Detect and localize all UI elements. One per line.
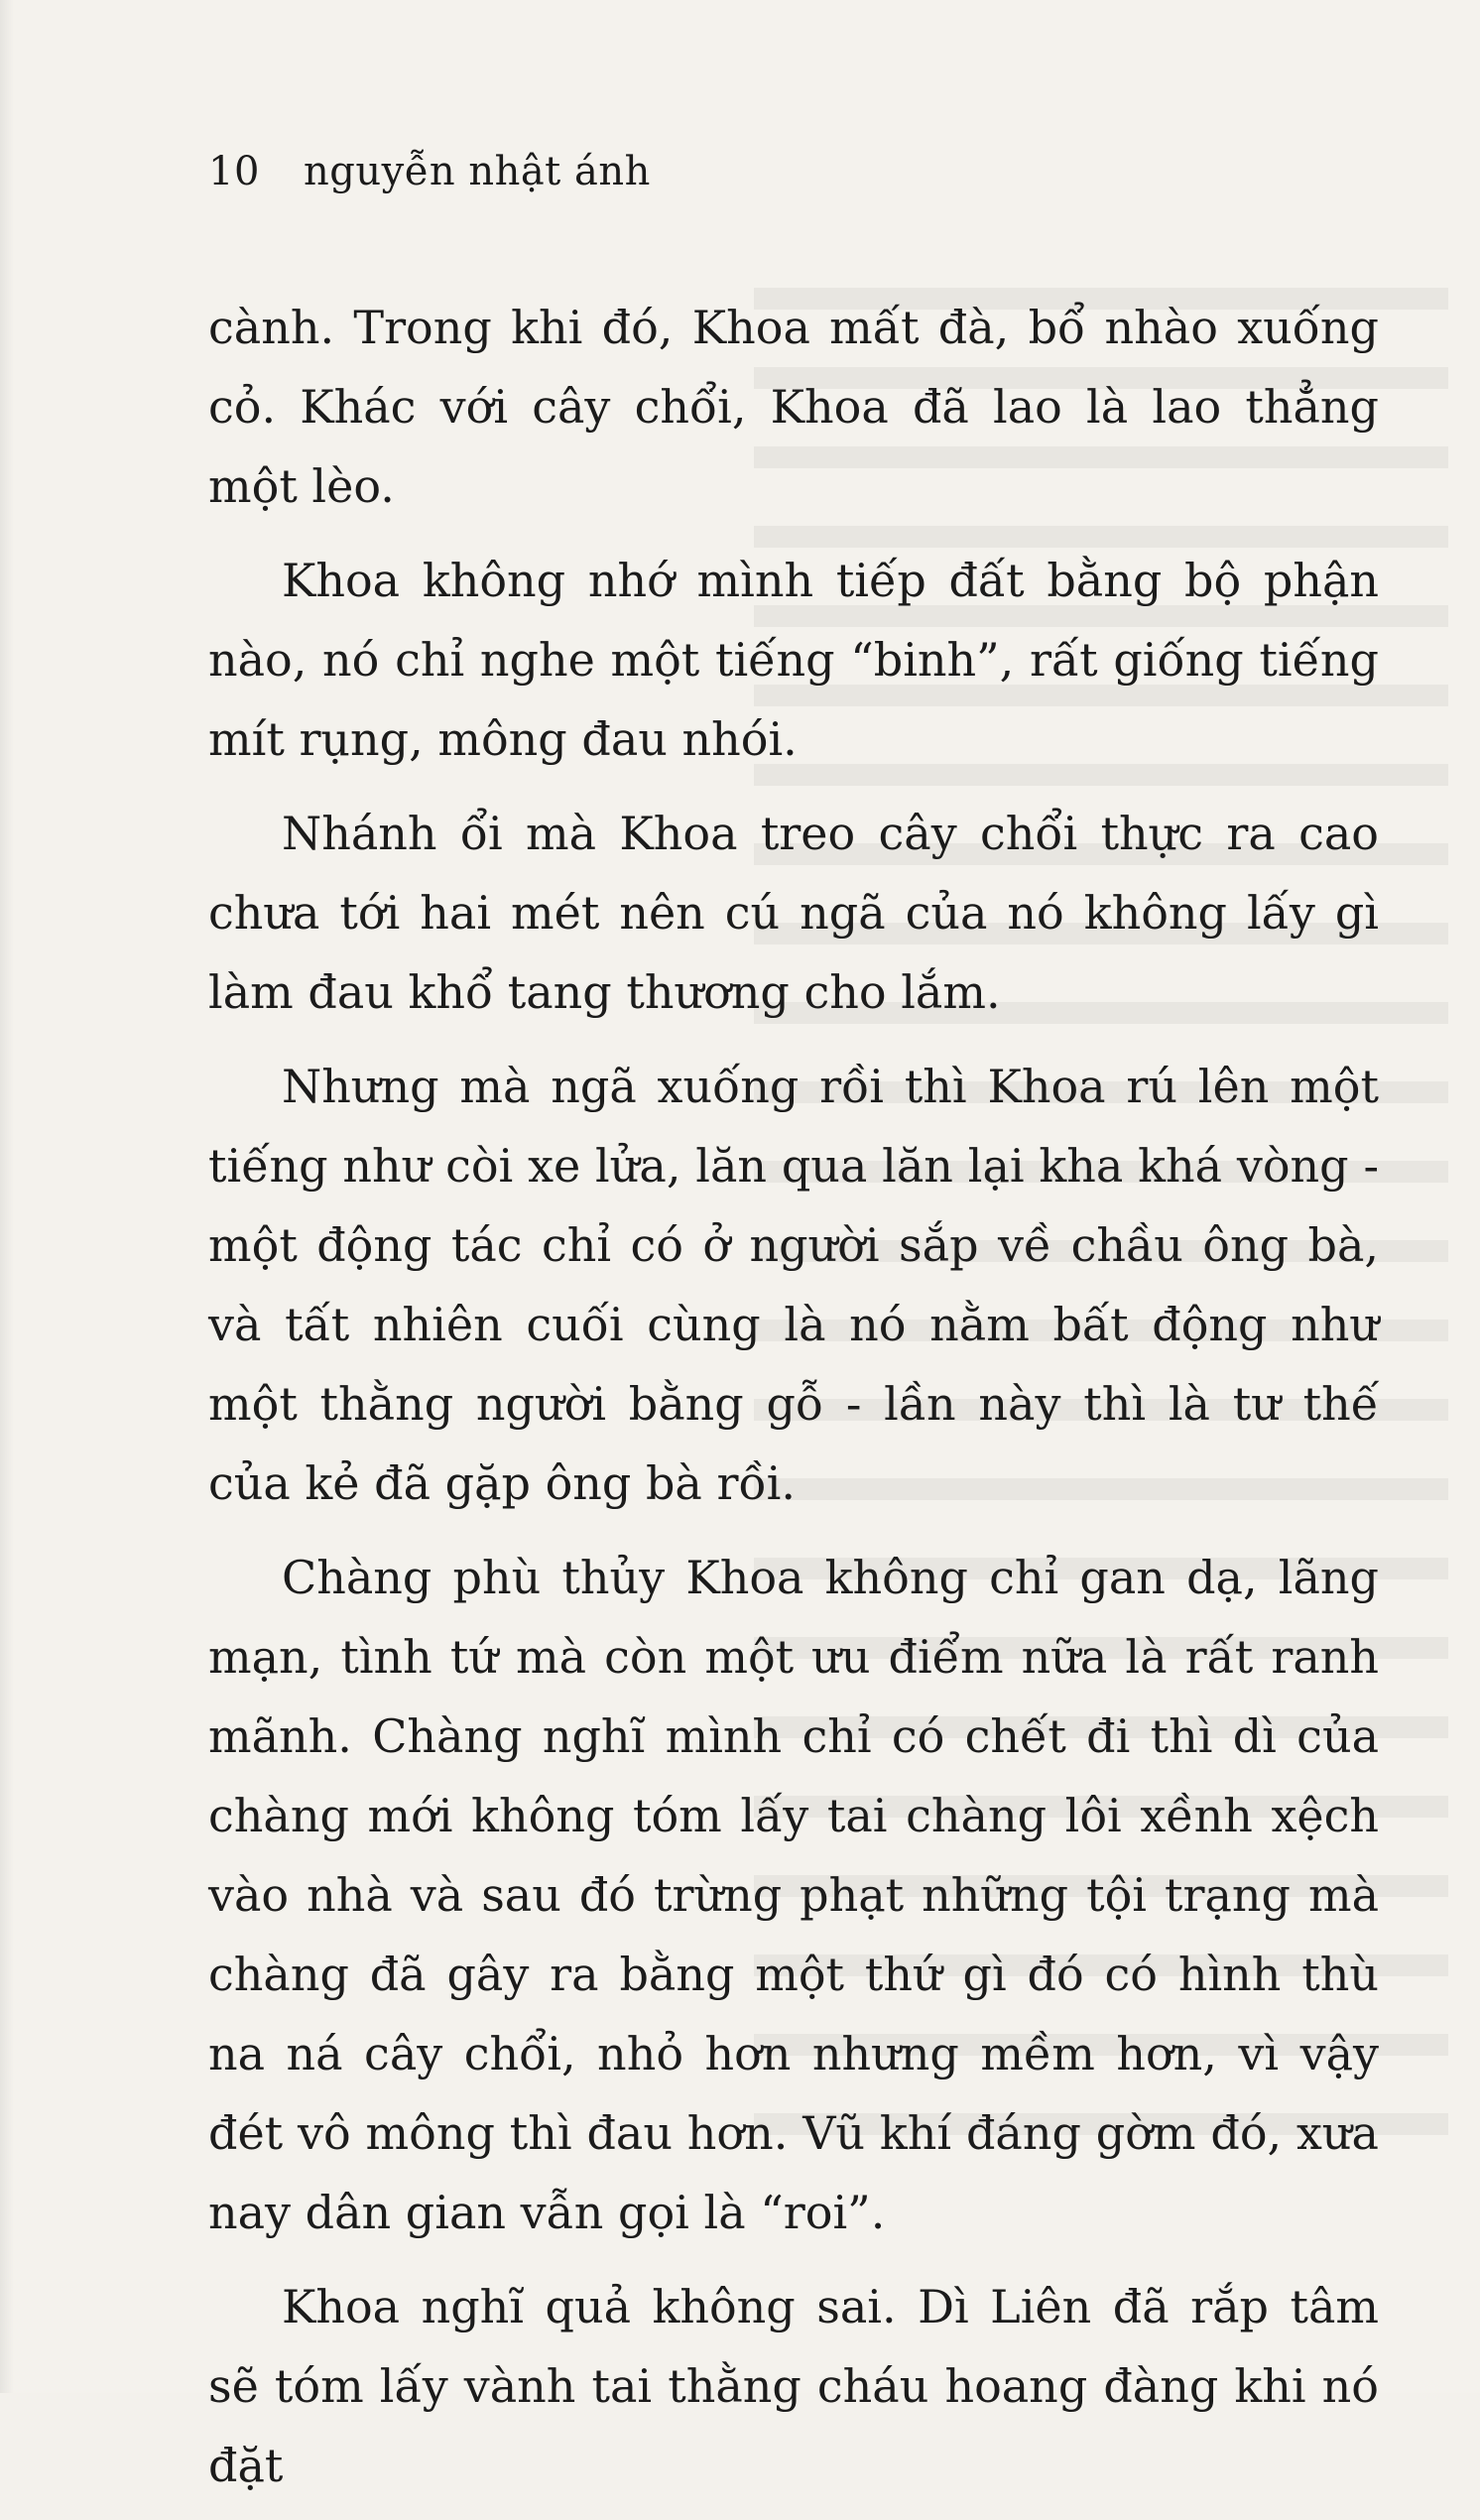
- paragraph: Nhưng mà ngã xuống rồi thì Khoa rú lên một tiếng như còi xe lửa, lăn qua lăn lại kha khá vòng - một động tác chỉ có ở người sắp về chầu ông bà, và tất nhiên cuối cùng là nó nằm bất động như một thằng người bằng gỗ - lần này thì là tư thế của kẻ đã gặp ông bà rồi.: [208, 1060, 1379, 1510]
- page-number: 10: [208, 149, 260, 194]
- paragraph: Nhánh ổi mà Khoa treo cây chổi thực ra cao chưa tới hai mét nên cú ngã của nó không lấy gì làm đau khổ tang thương cho lắm.: [208, 807, 1379, 1019]
- paragraph: Khoa không nhớ mình tiếp đất bằng bộ phận nào, nó chỉ nghe một tiếng “binh”, rất giống tiếng mít rụng, mông đau nhói.: [208, 554, 1379, 766]
- paragraph: Khoa nghĩ quả không sai. Dì Liên đã rắp tâm sẽ tóm lấy vành tai thằng cháu hoang đàng khi nó đặt: [208, 2280, 1379, 2492]
- running-header: [208, 149, 651, 194]
- body-text: [208, 288, 1379, 2520]
- paragraph: cành. Trong khi đó, Khoa mất đà, bổ nhào xuống cỏ. Khác với cây chổi, Khoa đã lao là lao thẳng một lèo.: [208, 301, 1379, 513]
- author-name: nguyễn nhật ánh: [304, 149, 651, 194]
- paragraph: Chàng phù thủy Khoa không chỉ gan dạ, lãng mạn, tình tứ mà còn một ưu điểm nữa là rất ranh mãnh. Chàng nghĩ mình chỉ có chết đi thì dì của chàng mới không tóm lấy tai chàng lôi xềnh xệch vào nhà và sau đó trừng phạt những tội trạng mà chàng đã gây ra bằng một thứ gì đó có hình thù na ná cây chổi, nhỏ hơn nhưng mềm hơn, vì vậy đét vô mông thì đau hơn. Vũ khí đáng gờm đó, xưa nay dân gian vẫn gọi là “roi”.: [208, 1551, 1379, 2239]
